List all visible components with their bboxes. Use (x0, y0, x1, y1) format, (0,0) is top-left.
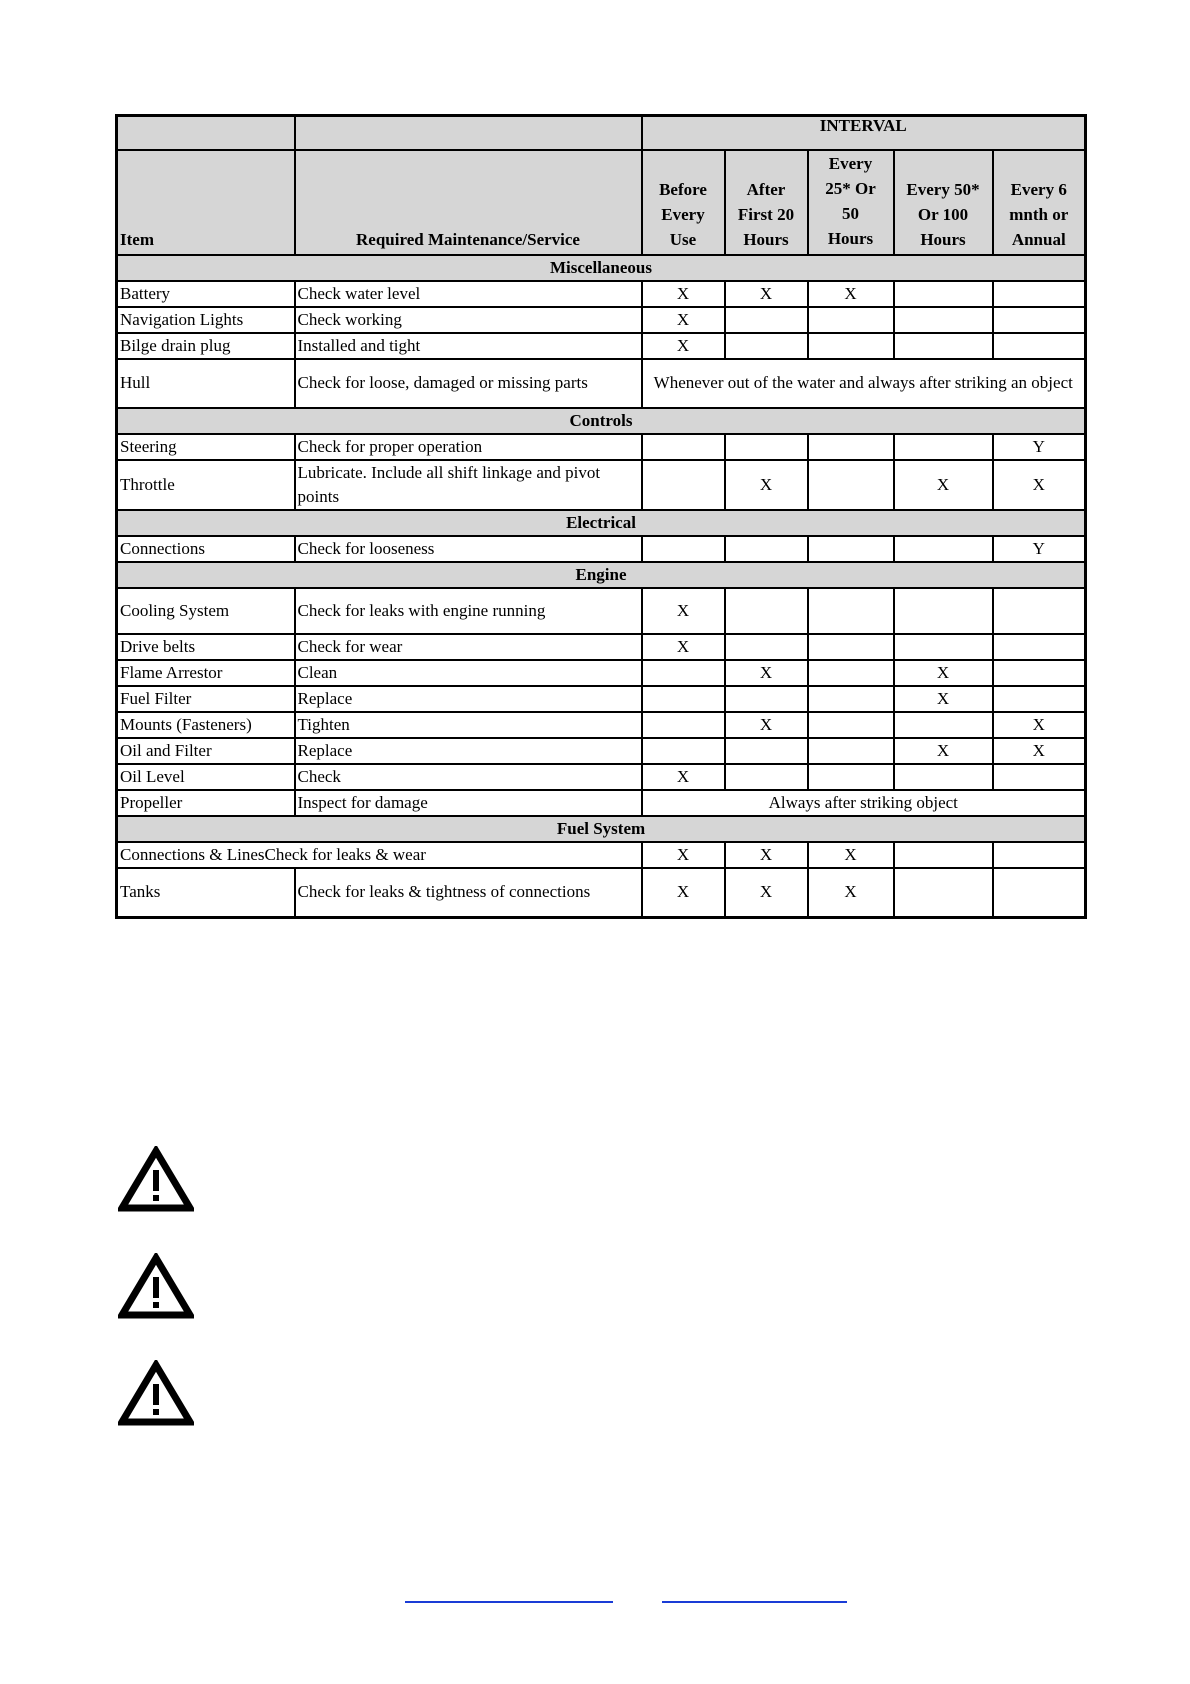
mark-cell: X (725, 842, 808, 868)
warning-triangle-icon (118, 1146, 194, 1212)
section-engine: Engine (117, 562, 1086, 588)
table-row (117, 588, 1086, 634)
section-row (117, 816, 1086, 842)
table-row (117, 686, 1086, 712)
footer-link[interactable] (662, 1597, 847, 1603)
footer-link[interactable] (405, 1597, 613, 1603)
mark-cell: X (642, 281, 725, 307)
section-fuel-system: Fuel System (117, 816, 1086, 842)
mark-cell (894, 281, 993, 307)
service-cell: Replace (295, 686, 642, 712)
item-cell: Battery (117, 281, 295, 307)
mark-cell (725, 738, 808, 764)
item-cell: Connections & LinesCheck for leaks & wear (117, 842, 642, 868)
mark-cell (808, 712, 894, 738)
maintenance-schedule-table (115, 114, 1087, 919)
table-row (117, 434, 1086, 460)
item-cell: Bilge drain plug (117, 333, 295, 359)
mark-cell: X (894, 660, 993, 686)
mark-cell (993, 333, 1086, 359)
service-cell: Check (295, 764, 642, 790)
mark-cell (993, 281, 1086, 307)
warning-triangle-icon (118, 1253, 194, 1319)
mark-cell: Y (993, 434, 1086, 460)
mark-cell (894, 536, 993, 562)
item-cell: Tanks (117, 868, 295, 918)
mark-cell (993, 686, 1086, 712)
section-electrical: Electrical (117, 510, 1086, 536)
service-cell: Check for leaks & tightness of connections (295, 868, 642, 918)
service-cell: Check for loose, damaged or missing parts (295, 359, 642, 408)
mark-cell (642, 536, 725, 562)
service-cell: Clean (295, 660, 642, 686)
section-row (117, 255, 1086, 281)
table-row (117, 536, 1086, 562)
mark-cell (808, 333, 894, 359)
mark-cell (993, 868, 1086, 918)
mark-cell: X (642, 764, 725, 790)
mark-cell: Y (993, 536, 1086, 562)
item-cell: Throttle (117, 460, 295, 510)
mark-cell (894, 712, 993, 738)
item-cell: Connections (117, 536, 295, 562)
mark-cell (642, 460, 725, 510)
service-cell: Check for proper operation (295, 434, 642, 460)
warning-triangle-icon (118, 1360, 194, 1426)
mark-cell (642, 738, 725, 764)
item-cell: Mounts (Fasteners) (117, 712, 295, 738)
table-row (117, 790, 1086, 816)
item-cell: Cooling System (117, 588, 295, 634)
mark-cell (808, 764, 894, 790)
item-cell: Oil Level (117, 764, 295, 790)
item-cell: Flame Arrestor (117, 660, 295, 686)
mark-cell: X (642, 868, 725, 918)
mark-cell (725, 434, 808, 460)
service-cell: Lubricate. Include all shift linkage and pivot points (295, 460, 642, 510)
mark-cell (808, 686, 894, 712)
mark-cell (725, 634, 808, 660)
table-row (117, 868, 1086, 918)
col-header-every-50-or-100: Every 50* Or 100 Hours (894, 150, 993, 255)
header-blank-cell (117, 116, 295, 150)
section-row (117, 408, 1086, 434)
mark-cell (993, 660, 1086, 686)
mark-cell (808, 434, 894, 460)
service-cell: Replace (295, 738, 642, 764)
mark-cell (808, 660, 894, 686)
mark-cell (894, 634, 993, 660)
mark-cell (993, 634, 1086, 660)
mark-cell: X (725, 660, 808, 686)
mark-cell: X (993, 712, 1086, 738)
mark-cell (894, 868, 993, 918)
col-header-every-6-months: Every 6 mnth or Annual (993, 150, 1086, 255)
service-cell: Check for looseness (295, 536, 642, 562)
table-row (117, 460, 1086, 510)
service-cell: Tighten (295, 712, 642, 738)
service-cell: Check for wear (295, 634, 642, 660)
mark-cell: X (642, 842, 725, 868)
mark-cell (894, 307, 993, 333)
mark-cell (993, 588, 1086, 634)
col-header-before-every-use: Before Every Use (642, 150, 725, 255)
mark-cell (642, 434, 725, 460)
mark-cell: X (808, 868, 894, 918)
item-cell: Oil and Filter (117, 738, 295, 764)
interval-note: Always after striking object (642, 790, 1086, 816)
mark-cell: X (894, 738, 993, 764)
mark-cell: X (808, 281, 894, 307)
table-row (117, 764, 1086, 790)
column-header-row (117, 150, 1086, 255)
mark-cell (642, 660, 725, 686)
mark-cell (725, 588, 808, 634)
mark-cell: X (725, 868, 808, 918)
service-cell: Installed and tight (295, 333, 642, 359)
mark-cell: X (725, 460, 808, 510)
table-row (117, 634, 1086, 660)
mark-cell (725, 536, 808, 562)
mark-cell (993, 842, 1086, 868)
mark-cell (808, 588, 894, 634)
header-blank-cell (295, 116, 642, 150)
table-row (117, 842, 1086, 868)
mark-cell: X (993, 460, 1086, 510)
interval-note: Whenever out of the water and always after striking an object (642, 359, 1086, 408)
mark-cell: X (894, 686, 993, 712)
mark-cell (808, 460, 894, 510)
col-header-after-first-20: After First 20 Hours (725, 150, 808, 255)
item-cell: Navigation Lights (117, 307, 295, 333)
mark-cell: X (642, 307, 725, 333)
table-row (117, 307, 1086, 333)
item-cell: Hull (117, 359, 295, 408)
mark-cell (642, 712, 725, 738)
item-cell: Drive belts (117, 634, 295, 660)
mark-cell: X (894, 460, 993, 510)
service-cell: Inspect for damage (295, 790, 642, 816)
mark-cell (894, 764, 993, 790)
table-row (117, 660, 1086, 686)
col-header-every-25-or-50: Every 25* Or 50 Hours (808, 150, 894, 255)
table-row (117, 281, 1086, 307)
col-header-item: Item (117, 150, 295, 255)
interval-title-row (117, 116, 1086, 150)
mark-cell (894, 842, 993, 868)
mark-cell (725, 686, 808, 712)
mark-cell (642, 686, 725, 712)
mark-cell (993, 307, 1086, 333)
table-row (117, 712, 1086, 738)
item-cell: Steering (117, 434, 295, 460)
mark-cell: X (642, 588, 725, 634)
mark-cell: X (808, 842, 894, 868)
mark-cell: X (725, 712, 808, 738)
mark-cell (993, 764, 1086, 790)
mark-cell: X (642, 333, 725, 359)
mark-cell (808, 307, 894, 333)
table-row (117, 359, 1086, 408)
item-cell: Propeller (117, 790, 295, 816)
section-controls: Controls (117, 408, 1086, 434)
mark-cell (894, 333, 993, 359)
table-row (117, 333, 1086, 359)
service-cell: Check water level (295, 281, 642, 307)
service-cell: Check working (295, 307, 642, 333)
mark-cell (894, 434, 993, 460)
mark-cell (725, 333, 808, 359)
item-cell: Fuel Filter (117, 686, 295, 712)
mark-cell: X (993, 738, 1086, 764)
mark-cell: X (725, 281, 808, 307)
mark-cell (808, 738, 894, 764)
mark-cell (725, 307, 808, 333)
section-row (117, 562, 1086, 588)
mark-cell: X (642, 634, 725, 660)
section-row (117, 510, 1086, 536)
table-row (117, 738, 1086, 764)
mark-cell (808, 634, 894, 660)
mark-cell (894, 588, 993, 634)
col-header-service: Required Maintenance/Service (295, 150, 642, 255)
interval-header: INTERVAL (642, 116, 1086, 150)
service-cell: Check for leaks with engine running (295, 588, 642, 634)
section-miscellaneous: Miscellaneous (117, 255, 1086, 281)
mark-cell (725, 764, 808, 790)
mark-cell (808, 536, 894, 562)
